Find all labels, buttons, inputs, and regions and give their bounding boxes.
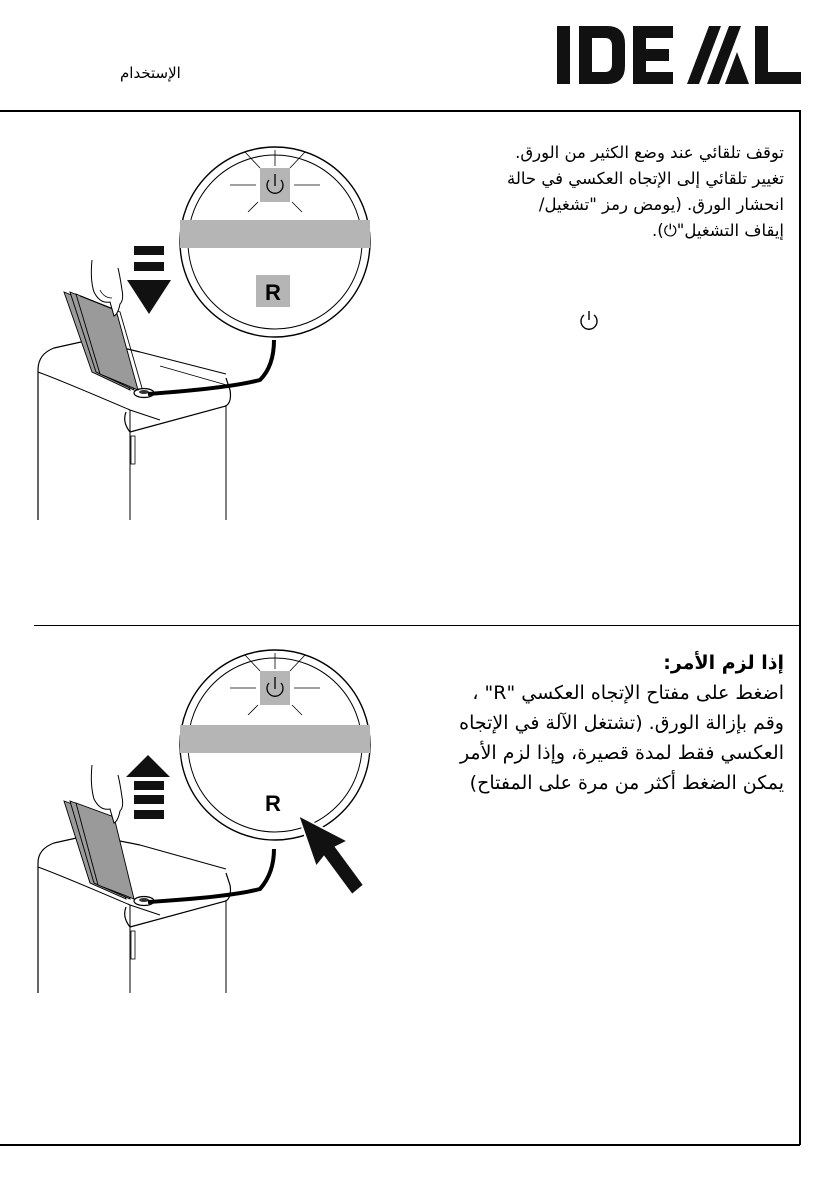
reverse-key-icon: R — [265, 280, 281, 305]
frame-right-border — [799, 110, 801, 1145]
power-icon — [577, 308, 601, 332]
press-arrow-icon — [298, 815, 364, 895]
panel2-text — [384, 648, 784, 798]
panel2-line: اضغط على مفتاح الإتجاه العكسي "R" ، — [472, 682, 784, 704]
panel2-line: العكسي فقط لمدة قصيرة، وإذا لزم الأمر — [459, 742, 784, 764]
shredder-illustration-reverse — [30, 605, 390, 995]
panel2-line: وقم بإزالة الورق. (تشتغل الآلة في الإتجاه — [459, 712, 784, 734]
reverse-key-icon: R — [265, 791, 281, 816]
panel1-text — [424, 140, 784, 244]
panel1-line: تغيير تلقائي إلى الإتجاه العكسي في حالة — [506, 169, 784, 188]
shredder-illustration-overload — [30, 140, 390, 525]
frame-bottom-border — [0, 1144, 800, 1146]
panel2-line: يمكن الضغط أكثر من مرة على المفتاح) — [469, 772, 784, 794]
panel2-title: إذا لزم الأمر: — [663, 652, 784, 674]
arrow-up-icon — [126, 755, 170, 819]
panel1-line: إيقاف التشغيل"⏻). — [652, 221, 784, 240]
ideal-logo — [557, 24, 801, 86]
panel1-line: توقف تلقائي عند وضع الكثير من الورق. — [515, 143, 784, 162]
arrow-down-icon — [127, 246, 171, 314]
section-title: الإستخدام — [120, 64, 181, 82]
header-divider — [0, 110, 800, 112]
panel1-line: انحشار الورق. (يومض رمز "تشغيل/ — [538, 195, 784, 214]
